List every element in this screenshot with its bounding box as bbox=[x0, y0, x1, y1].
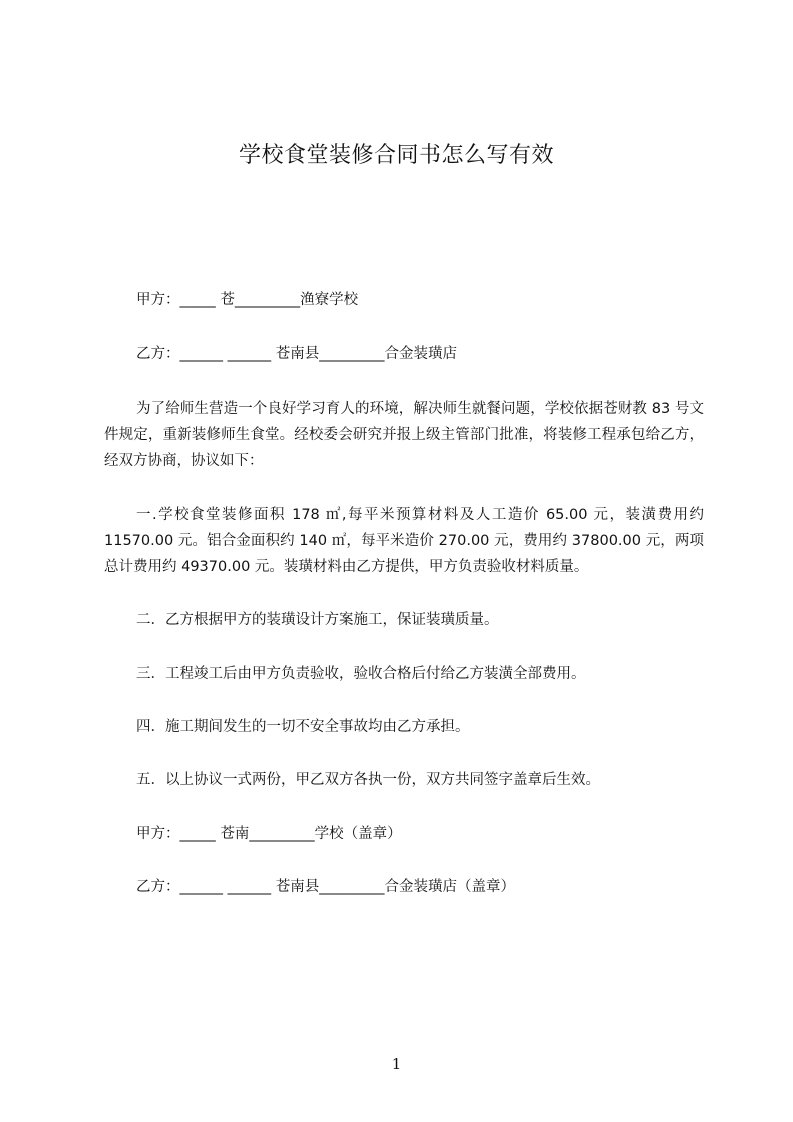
clause-3-line: 三．工程竣工后由甲方负责验收，验收合格后付给乙方装潢全部费用。 bbox=[136, 666, 586, 682]
clause-2-line: 二．乙方根据甲方的装璜设计方案施工，保证装璜质量。 bbox=[136, 612, 499, 628]
clause-4-line: 四．施工期间发生的一切不安全事故均由乙方承担。 bbox=[136, 719, 470, 735]
clause-1-paragraph: 一.学校食堂装修面积 178 ㎡,每平米预算材料及人工造价 65.00 元，装潢费用约 11570.00 元。铝合金面积约 140 ㎡，每平米造价 270.00 元，费用约 37800.00 元，两项总计费用约 49370.00 元。装璜材料由乙方提供，甲方负责验收材料质量。 bbox=[104, 507, 704, 575]
clause-5-line: 五．以上协议一式两份，甲乙双方各执一份，双方共同签字盖章后生效。 bbox=[136, 772, 600, 788]
page-title: 学校食堂装修合同书怎么写有效 bbox=[238, 143, 554, 168]
page-number: 1 bbox=[391, 1055, 402, 1073]
intro-paragraph: 为了给师生营造一个良好学习育人的环境，解决师生就餐问题，学校依据苍财教 83 号文件规定，重新装修师生食堂。经校委会研究并报上级主管部门批准，将装修工程承包给乙方，经双方协商，协议如下： bbox=[104, 401, 704, 469]
signature-party-a: 甲方：_____ 苍南_________学校（盖章） bbox=[136, 826, 402, 842]
signature-party-b: 乙方：______ ______ 苍南县_________合金装璜店（盖章） bbox=[136, 879, 515, 895]
party-a-line: 甲方：_____ 苍_________渔寮学校 bbox=[136, 292, 359, 308]
party-b-line: 乙方：______ ______ 苍南县_________合金装璜店 bbox=[136, 346, 457, 362]
